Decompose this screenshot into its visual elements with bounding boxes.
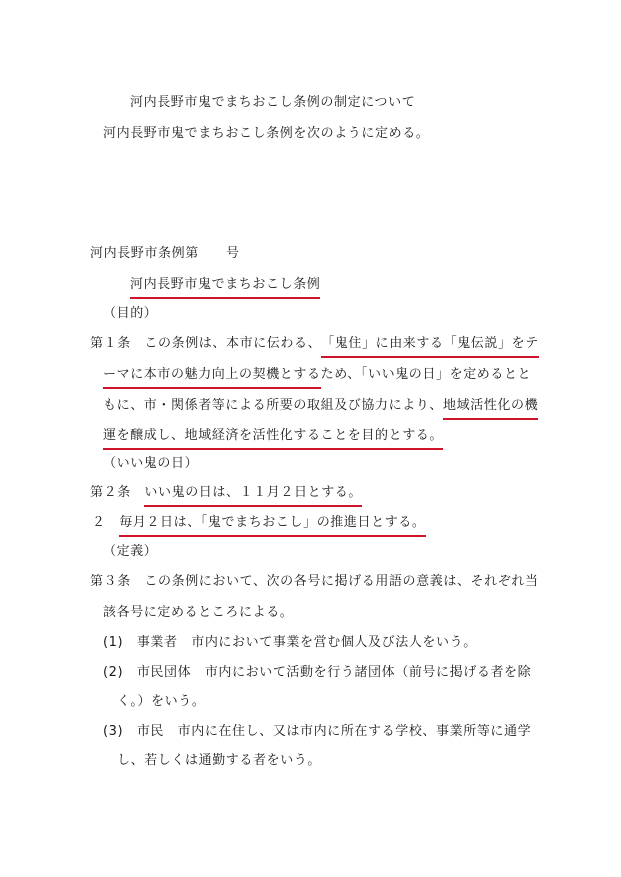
article1-line3-plain: もに、市・関係者等による所要の取組及び協力により、 [103, 398, 444, 413]
article3-line1: 第３条 この条例において、次の各号に掲げる用語の意義は、それぞれ当 [90, 574, 539, 589]
article2-line1-highlight: いい鬼の日は、１１月２日とする。 [144, 485, 363, 500]
article3-item3-line2: し、若しくは通勤する者をいう。 [117, 753, 322, 768]
article1-line2-highlight: ーマに本市の魅力向上の契機とする [103, 367, 321, 382]
article3-line2: 該各号に定めるところによる。 [103, 605, 294, 620]
ordinance-name [130, 276, 320, 294]
article1-line2 [103, 366, 531, 384]
article1-line4 [103, 427, 443, 445]
enactment-sentence: 河内長野市鬼でまちおこし条例を次のように定める。 [103, 126, 430, 141]
article1-caption: （目的） [103, 306, 158, 321]
ordinance-number: 河内長野市条例第 号 [90, 246, 240, 261]
article2-paragraph2-number: ２ [92, 515, 120, 530]
article3-item3-line1: (3) 市民 市内に在住し、又は市内に所在する学校、事業所等に通学 [103, 724, 532, 739]
article1-line2-plain: ため、「いい鬼の日」を定めるとと [320, 367, 532, 382]
article1-line3 [103, 397, 538, 415]
article3-item2-line2: く。）をいう。 [117, 694, 206, 709]
article1-line1-plain: 第１条 この条例は、本市に伝わる、 [90, 336, 322, 351]
article1-line1 [90, 335, 539, 353]
article2-paragraph2-highlight: 毎月２日は、「鬼でまちおこし」の推進日とする。 [119, 515, 426, 530]
article1-line4-highlight: 運を醸成し、地域経済を活性化することを目的とする。 [103, 428, 444, 443]
article2-caption: （いい鬼の日） [103, 456, 199, 471]
article2-line1 [90, 484, 362, 502]
article3-caption: （定義） [103, 544, 158, 559]
article3-item1: (1) 事業者 市内において事業を営む個人及び法人をいう。 [103, 635, 477, 650]
article1-line1-highlight: 「鬼住」に由来する「鬼伝説」をテ [321, 336, 539, 351]
ordinance-name-text: 河内長野市鬼でまちおこし条例 [130, 277, 321, 292]
article1-line3-highlight: 地域活性化の機 [443, 398, 539, 413]
article2-paragraph2 [92, 514, 426, 532]
article3-item2-line1: (2) 市民団体 市内において活動を行う諸団体（前号に掲げる者を除 [103, 665, 532, 680]
article2-line1-plain: 第２条 [90, 485, 145, 500]
document-title: 河内長野市鬼でまちおこし条例の制定について [130, 95, 416, 110]
